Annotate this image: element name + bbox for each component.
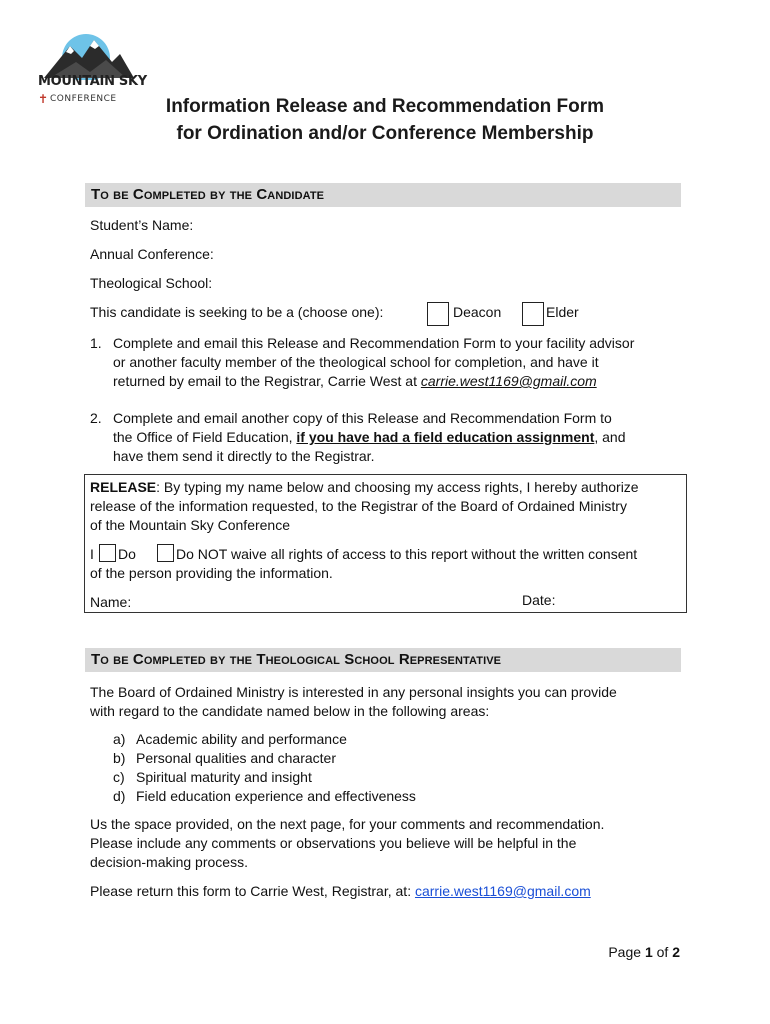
space-line-1: Us the space provided, on the next page, for your comments and recommendation. — [90, 816, 605, 832]
logo-subtitle: CONFERENCE — [50, 94, 117, 104]
item-2-line-2-post: , and — [594, 429, 626, 445]
do-label: Do — [118, 546, 136, 562]
annual-conference-label: Annual Conference: — [90, 246, 214, 262]
return-line — [90, 882, 591, 901]
return-text: Please return this form to Carrie West, Registrar, at: — [90, 883, 415, 899]
area-d-marker: d) — [113, 788, 126, 804]
item-1-line-1: Complete and email this Release and Recommendation Form to your facility advisor — [113, 335, 635, 351]
total-pages: 2 — [672, 944, 680, 960]
item-1-line-3-text: returned by email to the Registrar, Carrie West at — [113, 373, 421, 389]
area-c-marker: c) — [113, 769, 125, 785]
seeking-label: This candidate is seeking to be a (choose one): — [90, 304, 384, 320]
release-line-1 — [90, 478, 639, 497]
school-intro-line-2: with regard to the candidate named below in the following areas: — [90, 703, 490, 719]
school-section-header — [85, 648, 681, 672]
page-word: Page — [608, 944, 642, 960]
item-2-line-2-pre: the Office of Field Education, — [113, 429, 297, 445]
current-page: 1 — [644, 944, 653, 960]
candidate-section-header — [85, 183, 681, 207]
item-2-line-2 — [113, 428, 626, 447]
item-2-number: 2. — [90, 410, 102, 426]
area-b-text: Personal qualities and character — [136, 750, 337, 766]
item-2-line-1: Complete and email another copy of this Release and Recommendation Form to — [113, 410, 612, 426]
release-line-2: release of the information requested, to the Registrar of the Board of Ordained Ministry — [90, 498, 627, 514]
elder-checkbox[interactable] — [522, 302, 544, 326]
mountain-logo-icon — [36, 32, 136, 80]
do-not-waive-checkbox[interactable] — [157, 544, 174, 562]
release-line-1-text: : By typing my name below and choosing my access rights, I hereby authorize — [156, 479, 639, 495]
area-a-marker: a) — [113, 731, 126, 747]
candidate-section-title: To be Completed by the Candidate — [91, 186, 325, 203]
release-label: RELEASE — [90, 479, 157, 495]
space-line-3: decision-making process. — [90, 854, 248, 870]
release-i-label: I — [90, 546, 94, 562]
deacon-label: Deacon — [453, 304, 502, 320]
item-1-number: 1. — [90, 335, 102, 351]
form-title-line2: for Ordination and/or Conference Membership — [176, 123, 594, 144]
item-1-line-3 — [113, 372, 597, 391]
item-1-line-2: or another faculty member of the theological school for completion, and have it — [113, 354, 599, 370]
item-2-line-3: have them send it directly to the Registrar. — [113, 448, 375, 464]
release-line-5: of the person providing the information. — [90, 565, 333, 581]
deacon-checkbox[interactable] — [427, 302, 449, 326]
logo-name: MOUNTAIN SKY — [38, 74, 147, 89]
school-intro-line-1: The Board of Ordained Ministry is interested in any personal insights you can provide — [90, 684, 617, 700]
elder-label: Elder — [546, 304, 579, 320]
name-label: Name: — [90, 594, 132, 610]
release-line-3: of the Mountain Sky Conference — [90, 517, 291, 533]
do-waive-checkbox[interactable] — [99, 544, 116, 562]
space-line-2: Please include any comments or observations you believe will be helpful in the — [90, 835, 577, 851]
area-d-text: Field education experience and effectiveness — [136, 788, 416, 804]
students-name-label: Student’s Name: — [90, 217, 194, 233]
registrar-email-link-1[interactable]: carrie.west1169@gmail.com — [420, 373, 597, 389]
do-not-label: Do NOT waive all rights of access to this report without the written consent — [176, 546, 638, 562]
area-a-text: Academic ability and performance — [136, 731, 347, 747]
registrar-email-link-2[interactable]: carrie.west1169@gmail.com — [414, 883, 591, 899]
page-number — [608, 943, 680, 962]
of-word: of — [656, 944, 669, 960]
flame-cross-icon: ✝ — [38, 92, 49, 106]
form-title-line1: Information Release and Recommendation Form — [165, 96, 605, 117]
area-c-text: Spiritual maturity and insight — [136, 769, 312, 785]
area-b-marker: b) — [113, 750, 126, 766]
field-education-emphasis: if you have had a field education assignment — [296, 429, 595, 445]
theological-school-label: Theological School: — [90, 275, 213, 291]
date-label: Date: — [522, 592, 556, 608]
school-section-title: To be Completed by the Theological School Representative — [91, 651, 502, 668]
